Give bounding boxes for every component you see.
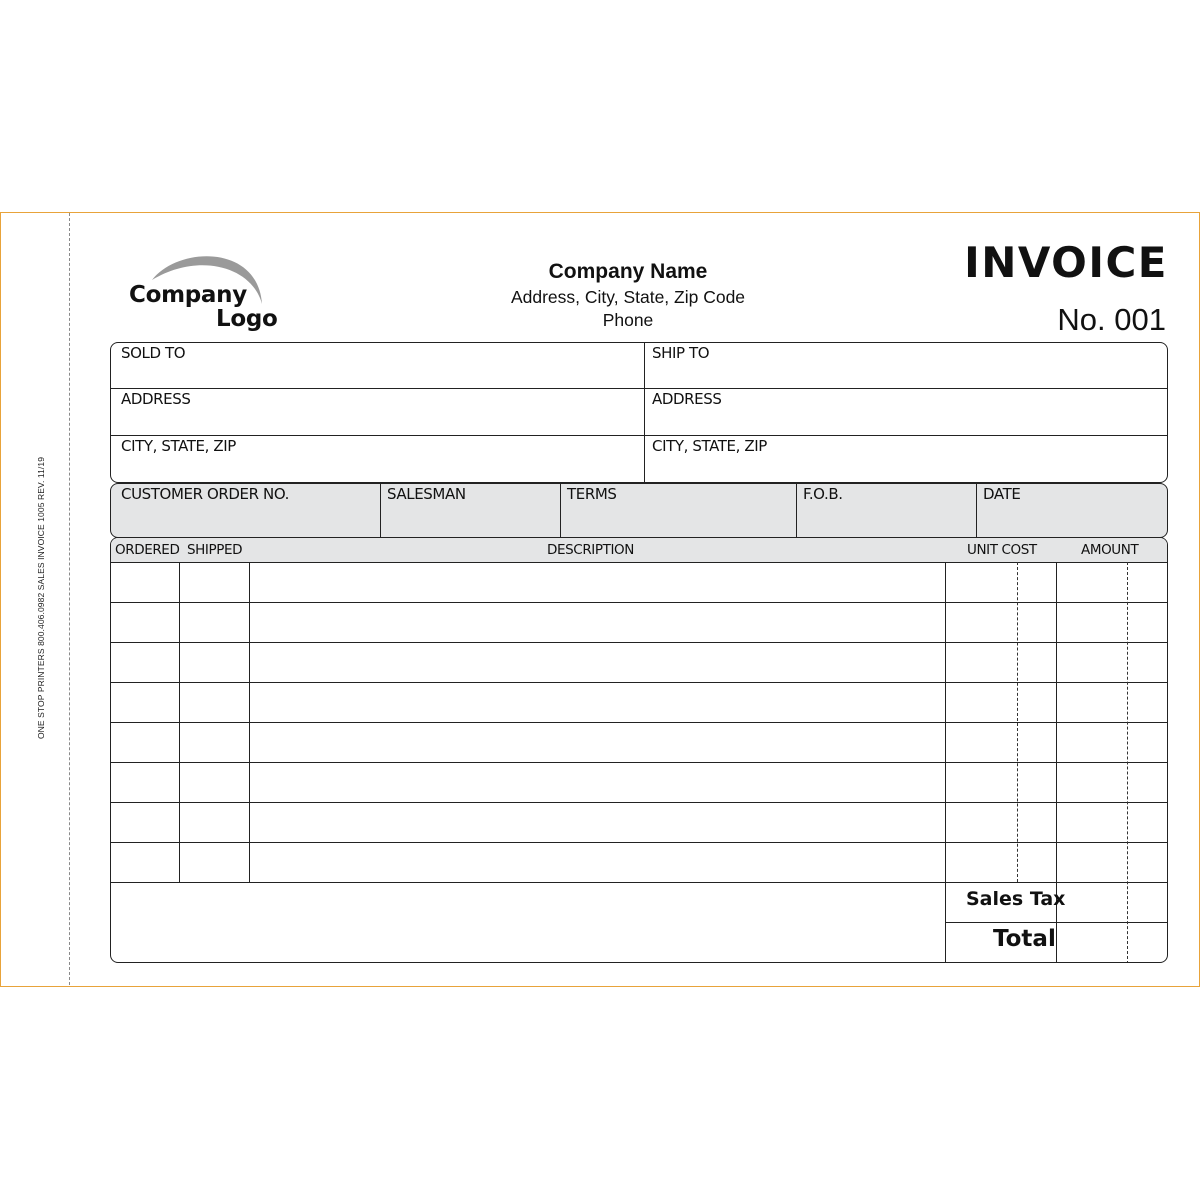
column-divider bbox=[249, 562, 250, 882]
column-shipped: SHIPPED bbox=[187, 542, 243, 558]
table-row[interactable] bbox=[111, 802, 1167, 803]
column-divider bbox=[945, 562, 946, 963]
divider bbox=[560, 484, 561, 537]
order-info-box bbox=[110, 483, 1168, 538]
company-address: Address, City, State, Zip Code bbox=[510, 287, 746, 307]
sold-to-city-field[interactable]: CITY, STATE, ZIP bbox=[121, 437, 236, 455]
ship-to-field[interactable]: SHIP TO bbox=[652, 344, 710, 362]
logo-text-company: Company bbox=[129, 282, 247, 308]
customer-address-box bbox=[110, 342, 1168, 483]
table-header bbox=[111, 538, 1167, 563]
divider bbox=[976, 484, 977, 537]
divider bbox=[796, 484, 797, 537]
invoice-title: INVOICE bbox=[964, 238, 1168, 287]
column-divider bbox=[179, 562, 180, 882]
table-row[interactable] bbox=[111, 762, 1167, 763]
divider bbox=[380, 484, 381, 537]
column-amount: AMOUNT bbox=[1081, 542, 1139, 558]
company-info bbox=[478, 258, 778, 332]
cents-divider bbox=[1127, 562, 1128, 963]
divider bbox=[111, 435, 1167, 436]
table-row[interactable] bbox=[111, 682, 1167, 683]
column-ordered: ORDERED bbox=[115, 542, 180, 558]
salesman-field[interactable]: SALESMAN bbox=[387, 485, 466, 503]
sold-to-field[interactable]: SOLD TO bbox=[121, 344, 186, 362]
column-unit-cost: UNIT COST bbox=[967, 542, 1037, 558]
company-name: Company Name bbox=[548, 260, 708, 283]
invoice-number: No. 001 bbox=[1057, 302, 1166, 337]
table-row[interactable] bbox=[111, 722, 1167, 723]
divider bbox=[111, 388, 1167, 389]
cents-divider bbox=[1017, 562, 1018, 882]
table-row[interactable] bbox=[111, 842, 1167, 843]
perforation-line bbox=[69, 213, 70, 985]
fob-field[interactable]: F.O.B. bbox=[803, 485, 843, 503]
customer-order-no-field[interactable]: CUSTOMER ORDER NO. bbox=[121, 485, 289, 503]
logo-text-logo: Logo bbox=[216, 306, 278, 332]
company-phone: Phone bbox=[602, 310, 654, 330]
sales-tax-label: Sales Tax bbox=[966, 888, 1066, 910]
line-items-table bbox=[110, 537, 1168, 963]
table-row[interactable] bbox=[111, 642, 1167, 643]
terms-field[interactable]: TERMS bbox=[567, 485, 617, 503]
table-row[interactable] bbox=[111, 602, 1167, 603]
printer-imprint: ONE STOP PRINTERS 800.406.0982 SALES INVOICE 1005 REV. 11/19 bbox=[36, 456, 46, 740]
ship-to-address-field[interactable]: ADDRESS bbox=[652, 390, 722, 408]
column-description: DESCRIPTION bbox=[547, 542, 634, 558]
date-field[interactable]: DATE bbox=[983, 485, 1021, 503]
ship-to-city-field[interactable]: CITY, STATE, ZIP bbox=[652, 437, 767, 455]
divider bbox=[644, 343, 645, 482]
sold-to-address-field[interactable]: ADDRESS bbox=[121, 390, 191, 408]
table-row[interactable] bbox=[111, 882, 1167, 883]
total-label: Total bbox=[993, 926, 1056, 952]
company-logo bbox=[128, 252, 278, 334]
